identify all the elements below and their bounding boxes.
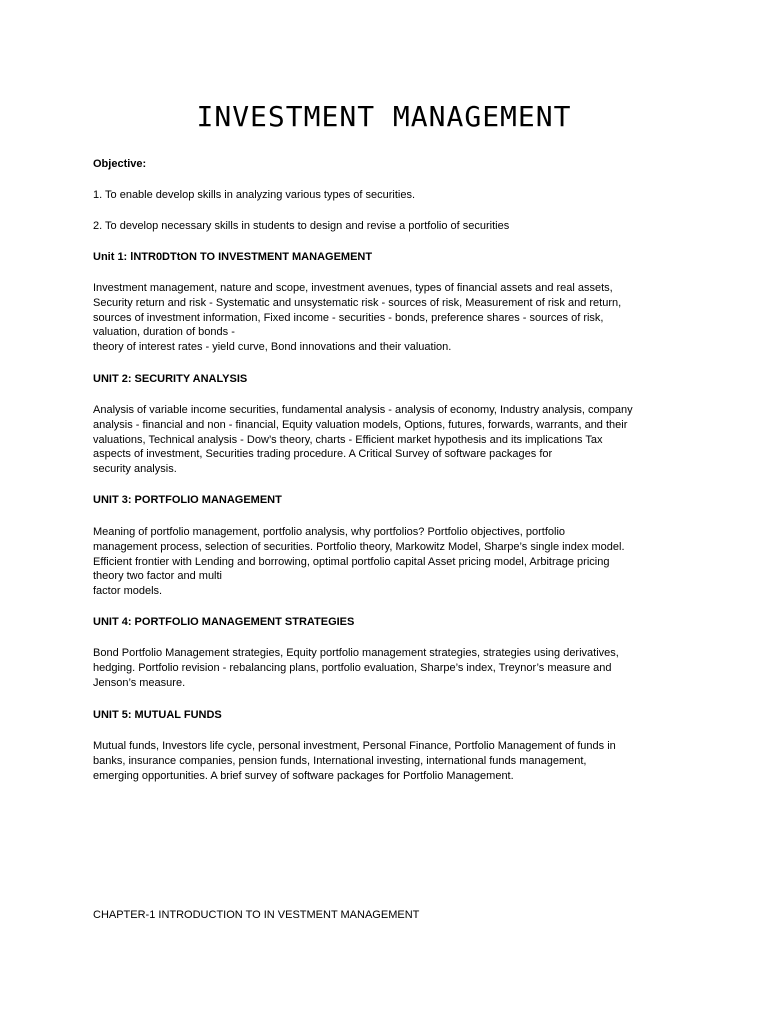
unit-4-line: hedging. Portfolio revision - rebalancing plans, portfolio evaluation, Sharpe’s index, Treynor’s measure and (93, 661, 612, 674)
unit-3-body (93, 525, 673, 599)
unit-5-heading: UNIT 5: MUTUAL FUNDS (93, 709, 222, 721)
unit-2-line: analysis - financial and non - financial, Equity valuation models, Options, futures, forwards, warrants, and their (93, 418, 628, 431)
unit-2-line: security analysis. (93, 463, 177, 476)
unit-1-line: sources of investment information, Fixed income - securities - bonds, preference shares - sources of risk, (93, 311, 604, 324)
unit-2-heading: UNIT 2: SECURITY ANALYSIS (93, 373, 248, 385)
chapter-heading: CHAPTER-1 INTRODUCTION TO IN VESTMENT MANAGEMENT (93, 909, 420, 921)
objective-heading: Objective: (93, 158, 147, 170)
unit-2-line: valuations, Technical analysis - Dow’s theory, charts - Efficient market hypothesis and its implications Tax (93, 433, 603, 446)
unit-5-line: Mutual funds, Investors life cycle, personal investment, Personal Finance, Portfolio Management of funds in (93, 740, 616, 752)
unit-3-line: Efficient frontier with Lending and borrowing, optimal portfolio capital Asset pricing model, Arbitrage pricing (93, 555, 610, 568)
unit-1-line: Investment management, nature and scope, investment avenues, types of financial assets and real assets, (93, 282, 613, 294)
unit-4-line: Jenson’s measure. (93, 676, 186, 689)
unit-3-heading: UNIT 3: PORTFOLIO MANAGEMENT (93, 494, 282, 506)
unit-2-line: Analysis of variable income securities, fundamental analysis - analysis of economy, Industry analysis, company (93, 404, 633, 416)
unit-1-line: valuation, duration of bonds - (93, 326, 235, 339)
unit-3-line: factor models. (93, 585, 163, 598)
unit-5-line: emerging opportunities. A brief survey of software packages for Portfolio Management. (93, 769, 514, 782)
unit-1-line: theory of interest rates - yield curve, Bond innovations and their valuation. (93, 341, 452, 354)
unit-3-line: theory two factor and multi (93, 570, 223, 583)
unit-1-heading: Unit 1: lNTR0DTtON TO INVESTMENT MANAGEMENT (93, 251, 373, 263)
objective-item-1: 1. To enable develop skills in analyzing various types of securities. (93, 189, 416, 201)
unit-4-body (93, 646, 673, 690)
unit-3-line: Meaning of portfolio management, portfolio analysis, why portfolios? Portfolio objectives, portfolio (93, 526, 566, 538)
document-title: INVESTMENT MANAGEMENT (196, 100, 572, 133)
unit-4-heading: UNIT 4: PORTFOLIO MANAGEMENT STRATEGIES (93, 616, 355, 628)
unit-3-line: management process, selection of securities. Portfolio theory, Markowitz Model, Sharpe’s single index model. (93, 540, 625, 553)
unit-2-line: aspects of investment, Securities trading procedure. A Critical Survey of software packages for (93, 448, 553, 461)
unit-5-line: banks, insurance companies, pension funds, International investing, international funds management, (93, 754, 587, 767)
unit-2-body (93, 403, 673, 477)
unit-1-line: Security return and risk - Systematic and unsystematic risk - sources of risk, Measurement of risk and return, (93, 296, 622, 309)
unit-1-body (93, 281, 673, 355)
unit-5-body (93, 739, 673, 783)
unit-4-line: Bond Portfolio Management strategies, Equity portfolio management strategies, strategies using derivatives, (93, 647, 619, 659)
objective-item-2: 2. To develop necessary skills in students to design and revise a portfolio of securities (93, 220, 510, 232)
